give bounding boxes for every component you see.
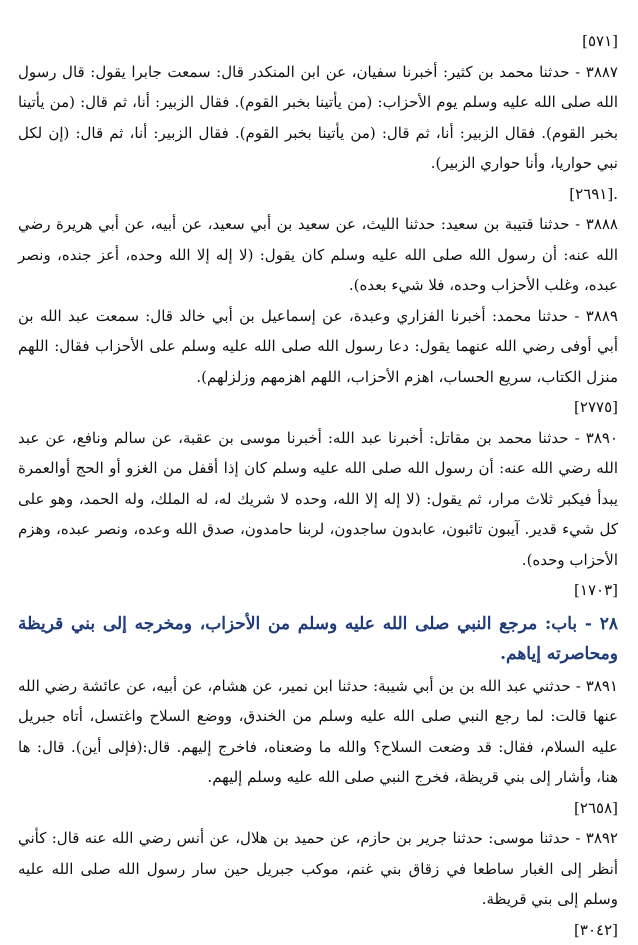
document-page xyxy=(18,26,618,945)
chapter-heading: ٢٨ - باب: مرجع النبي صلى الله عليه وسلم من الأحزاب، ومخرجه إلى بني قريظة ومحاصرته إياهم. xyxy=(18,609,618,669)
hadith-3892: ٣٨٩٢ - حدثنا موسى: حدثنا جرير بن حازم، عن حميد بن هلال، عن أنس رضي الله عنه قال: كأني أنظر إلى الغبار ساطعا في زقاق بني غنم، موكب جبريل حين سار رسول الله صلى الله عليه وسلم إلى بني قريظة. xyxy=(18,823,618,915)
reference-number: [٥٧١] xyxy=(18,26,618,57)
hadith-3889: ٣٨٨٩ - حدثنا محمد: أخبرنا الفزاري وعبدة، عن إسماعيل بن أبي خالد قال: سمعت عبد الله بن أبي أوفى رضي الله عنهما يقول: دعا رسول الله صلى الله عليه وسلم على الأحزاب فقال: اللهم منزل الكتاب، سريع الحساب، اهزم الأحزاب، اللهم اهزمهم وزلزلهم). xyxy=(18,301,618,393)
hadith-3890: ٣٨٩٠ - حدثنا محمد بن مقاتل: أخبرنا عبد الله: أخبرنا موسى بن عقبة، عن سالم ونافع، عن عبد الله رضي الله عنه: أن رسول الله صلى الله عليه وسلم كان إذا أقفل من الغزو أو الحج أوالعمرة يبدأ فيكبر ثلاث مرار، ثم يقول: (لا إله إلا الله، وحده لا شريك له، له الملك، وله الحمد، وهو على كل شيء قدير. آيبون تائبون، عابدون ساجدون، لربنا حامدون، صدق الله وعده، ونصر عبده، وهزم الأحزاب وحده). xyxy=(18,423,618,576)
reference-number: [٢٧٧٥] xyxy=(18,392,618,423)
reference-number: [١٧٠٣] xyxy=(18,575,618,606)
reference-number: [٢٦٥٨] xyxy=(18,793,618,824)
hadith-3887: ٣٨٨٧ - حدثنا محمد بن كثير: أخبرنا سفيان، عن ابن المنكدر قال: سمعت جابرا يقول: قال رسول الله صلى الله عليه وسلم يوم الأحزاب: (من يأتينا بخبر القوم). فقال الزبير: أنا، ثم قال: (من يأتينا بخبر القوم). فقال الزبير: أنا، ثم قال: (من يأتينا بخبر القوم). فقال الزبير: أنا، ثم قال: (إن لكل نبي حواريا، وأنا حواري الزبير). xyxy=(18,57,618,179)
reference-number: .[٢٦٩١] xyxy=(18,179,618,210)
reference-number: [٣٠٤٢] xyxy=(18,915,618,945)
hadith-3891: ٣٨٩١ - حدثني عبد الله بن بن أبي شيبة: حدثنا ابن نمير، عن هشام، عن أبيه، عن عائشة رضي الله عنها قالت: لما رجع النبي صلى الله عليه وسلم من الخندق، ووضع السلاح واغتسل، أتاه جبريل عليه السلام، فقال: قد وضعت السلاح؟ والله ما وضعناه، فاخرج إليهم. قال:(فإلى أين). قال: ها هنا، وأشار إلى بني قريظة، فخرج النبي صلى الله عليه وسلم إليهم. xyxy=(18,671,618,793)
hadith-3888: ٣٨٨٨ - حدثنا قتيبة بن سعيد: حدثنا الليث، عن سعيد بن أبي سعيد، عن أبيه، عن أبي هريرة رضي الله عنه: أن رسول الله صلى الله عليه وسلم كان يقول: (لا إله إلا الله وحده، أعز جنده، ونصر عبده، وغلب الأحزاب وحده، فلا شيء بعده). xyxy=(18,209,618,301)
